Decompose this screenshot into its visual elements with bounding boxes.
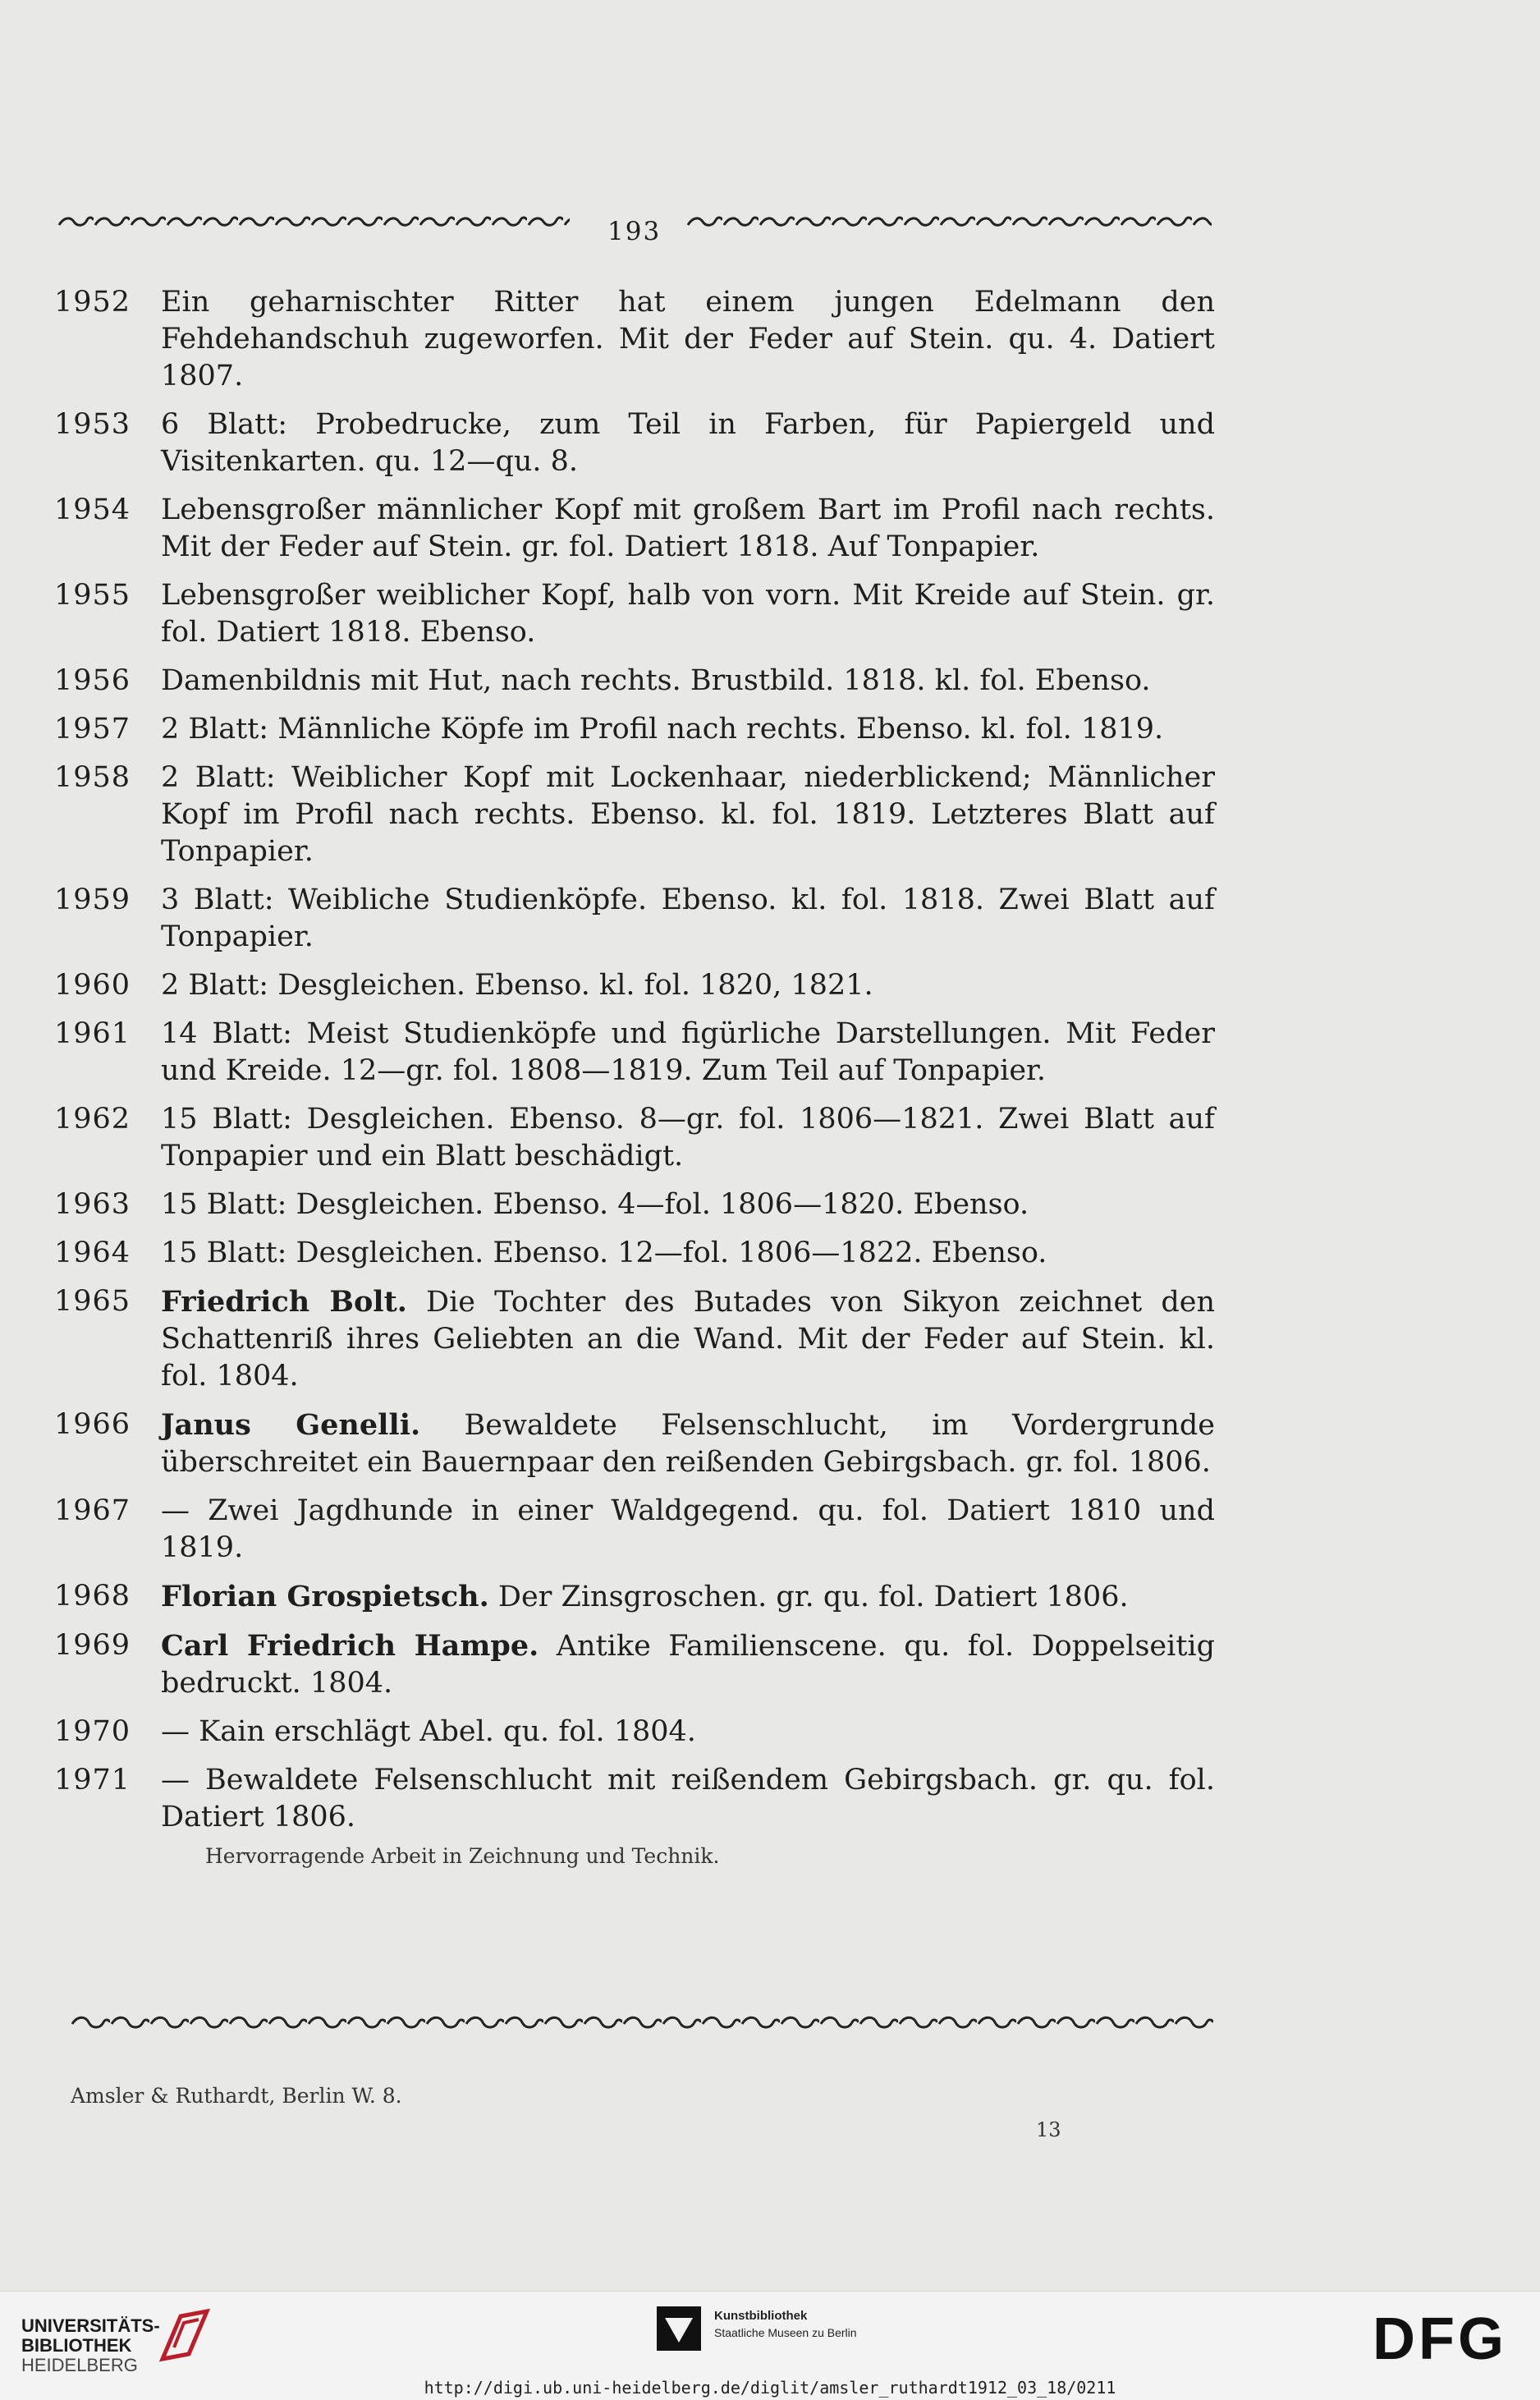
entry-number: 1960 <box>54 969 131 1002</box>
entry-number: 1952 <box>54 286 131 319</box>
entry-number: 1965 <box>54 1285 131 1318</box>
entry-description <box>161 1578 1215 1616</box>
entry-text: Bewaldete Felsenschlucht, im Vordergrunde überschreitet ein Bauernpaar den reißenden Gebirgsbach. gr. fol. 1806. <box>161 1409 1215 1479</box>
entry-number: 1955 <box>54 579 131 612</box>
entry-number: 1953 <box>54 408 131 441</box>
dfg-logo[interactable]: DFG <box>1373 2306 1507 2372</box>
entry-text: Antike Familienscene. qu. fol. Doppelseitig bedruckt. 1804. <box>161 1630 1215 1700</box>
catalog-entry <box>49 406 1215 480</box>
entry-text: 15 Blatt: Desgleichen. Ebenso. 12—fol. 1806—1822. Ebenso. <box>161 1237 1047 1269</box>
uni-logo-line2: BIBLIOTHEK <box>21 2335 132 2356</box>
catalog-entry <box>49 1627 1215 1702</box>
entry-text: 3 Blatt: Weibliche Studienköpfe. Ebenso. kl. fol. 1818. Zwei Blatt auf Tonpapier. <box>161 883 1215 953</box>
entry-description <box>161 882 1215 956</box>
kunstbibliothek-title: Kunstbibliothek <box>714 2309 808 2323</box>
uni-logo-line3: HEIDELBERG <box>21 2355 138 2375</box>
entry-number: 1962 <box>54 1103 131 1136</box>
entry-text: Damenbildnis mit Hut, nach rechts. Brustbild. 1818. kl. fol. Ebenso. <box>161 664 1151 697</box>
entry-number: 1963 <box>54 1188 131 1221</box>
entry-text: 6 Blatt: Probedrucke, zum Teil in Farben, für Papiergeld und Visitenkarten. qu. 12—qu. 8. <box>161 408 1215 478</box>
entry-text: Ein geharnischter Ritter hat einem jungen Edelmann den Fehdehandschuh zugeworfen. Mit der Feder auf Stein. qu. 4. Datiert 1807. <box>161 286 1215 392</box>
catalog-list <box>49 284 1215 1870</box>
entry-number: 1968 <box>54 1580 131 1613</box>
entry-description <box>161 1627 1215 1702</box>
header-ornament-right <box>686 215 1212 228</box>
entry-text: Lebensgroßer weiblicher Kopf, halb von vorn. Mit Kreide auf Stein. gr. fol. Datiert 1818. Ebenso. <box>161 579 1215 649</box>
entry-description <box>161 663 1215 700</box>
catalog-entry <box>49 663 1215 700</box>
entry-number: 1971 <box>54 1764 131 1797</box>
header-ornament-left <box>57 215 570 228</box>
entry-number: 1964 <box>54 1237 131 1269</box>
catalog-entry <box>49 284 1215 395</box>
entry-description <box>161 711 1215 748</box>
catalog-entry <box>49 1578 1215 1616</box>
university-seal-icon <box>156 2308 213 2366</box>
artist-name: Carl Friedrich Hampe. <box>161 1629 539 1663</box>
entry-description <box>161 492 1215 566</box>
uni-logo-line1: UNIVERSITÄTS- <box>21 2315 160 2336</box>
entry-number: 1967 <box>54 1494 131 1527</box>
entry-text: Lebensgroßer männlicher Kopf mit großem Bart im Profil nach rechts. Mit der Feder auf Stein. gr. fol. Datiert 1818. Auf Tonpapier. <box>161 493 1215 563</box>
permalink-url[interactable]: http://digi.ub.uni-heidelberg.de/diglit/amsler_ruthardt1912_03_18/0211 <box>0 2375 1540 2400</box>
ornament-band <box>71 2016 1213 2029</box>
entry-number: 1954 <box>54 493 131 526</box>
university-library-logo[interactable] <box>21 2316 160 2375</box>
signature-mark: 13 <box>1036 2118 1061 2141</box>
entry-description <box>161 967 1215 1004</box>
footnote: Hervorragende Arbeit in Zeichnung und Technik. <box>205 1844 720 1868</box>
catalog-entry <box>49 711 1215 748</box>
entry-description <box>161 1235 1215 1272</box>
entry-text: Der Zinsgroschen. gr. qu. fol. Datiert 1806. <box>497 1581 1129 1613</box>
entry-text: 2 Blatt: Weiblicher Kopf mit Lockenhaar, niederblickend; Männlicher Kopf im Profil nach rechts. Ebenso. kl. fol. 1819. Letzteres Blatt auf Tonpapier. <box>161 761 1215 868</box>
entry-text: 14 Blatt: Meist Studienköpfe und figürliche Darstellungen. Mit Feder und Kreide. 12—gr. fol. 1808—1819. Zum Teil auf Tonpapier. <box>161 1017 1215 1087</box>
ornament-band <box>57 215 570 228</box>
publisher-imprint: Amsler & Ruthardt, Berlin W. 8. <box>71 2084 402 2108</box>
footer-ornament <box>71 2016 1213 2029</box>
entry-text: Die Tochter des Butades von Sikyon zeichnet den Schattenriß ihres Geliebten an die Wand. Mit der Feder auf Stein. kl. fol. 1804. <box>161 1286 1215 1393</box>
entry-text: — Zwei Jagdhunde in einer Waldgegend. qu. fol. Datiert 1810 und 1819. <box>161 1494 1215 1564</box>
entry-description <box>161 1407 1215 1481</box>
catalog-entry <box>49 967 1215 1004</box>
entry-text: 15 Blatt: Desgleichen. Ebenso. 8—gr. fol. 1806—1821. Zwei Blatt auf Tonpapier und ein Blatt beschädigt. <box>161 1103 1215 1172</box>
catalog-entry <box>49 1714 1215 1751</box>
kunstbibliothek-label[interactable] <box>714 2308 857 2341</box>
ornament-band <box>686 215 1212 228</box>
catalog-entry <box>49 492 1215 566</box>
entry-description <box>161 1762 1215 1836</box>
entry-number: 1958 <box>54 761 131 794</box>
kunstbibliothek-logo-icon <box>657 2306 701 2351</box>
catalog-entry <box>49 1283 1215 1395</box>
catalog-entry <box>49 882 1215 956</box>
entry-description <box>161 1714 1215 1751</box>
catalog-entry <box>49 1186 1215 1223</box>
entry-text: — Kain erschlägt Abel. qu. fol. 1804. <box>161 1715 696 1748</box>
entry-description <box>161 284 1215 395</box>
entry-number: 1970 <box>54 1715 131 1748</box>
entry-number: 1961 <box>54 1017 131 1050</box>
entry-description <box>161 1101 1215 1175</box>
catalog-entry <box>49 1762 1215 1836</box>
artist-name: Janus Genelli. <box>161 1408 421 1442</box>
entry-number: 1969 <box>54 1629 131 1662</box>
entry-description <box>161 759 1215 870</box>
library-banner <box>0 2291 1540 2376</box>
catalog-entry <box>49 759 1215 870</box>
kunstbibliothek-subtitle: Staatliche Museen zu Berlin <box>714 2326 857 2339</box>
entry-description <box>161 1283 1215 1395</box>
entry-number: 1966 <box>54 1408 131 1441</box>
catalog-entry <box>49 1016 1215 1090</box>
entry-description <box>161 577 1215 651</box>
artist-name: Friedrich Bolt. <box>161 1285 407 1319</box>
entry-description <box>161 1186 1215 1223</box>
catalog-entry <box>49 1493 1215 1567</box>
artist-name: Florian Grospietsch. <box>161 1580 489 1613</box>
entry-description <box>161 1016 1215 1090</box>
entry-description <box>161 1493 1215 1567</box>
entry-text: 2 Blatt: Männliche Köpfe im Profil nach rechts. Ebenso. kl. fol. 1819. <box>161 713 1164 746</box>
entry-description <box>161 406 1215 480</box>
catalog-entry <box>49 1407 1215 1481</box>
entry-text: — Bewaldete Felsenschlucht mit reißendem Gebirgsbach. gr. qu. fol. Datiert 1806. <box>161 1764 1215 1833</box>
entry-number: 1957 <box>54 713 131 746</box>
entry-number: 1959 <box>54 883 131 916</box>
catalog-entry <box>49 1101 1215 1175</box>
entry-text: 15 Blatt: Desgleichen. Ebenso. 4—fol. 1806—1820. Ebenso. <box>161 1188 1029 1221</box>
entry-number: 1956 <box>54 664 131 697</box>
page-number: 193 <box>607 217 662 246</box>
catalog-entry <box>49 577 1215 651</box>
catalog-entry <box>49 1235 1215 1272</box>
entry-text: 2 Blatt: Desgleichen. Ebenso. kl. fol. 1820, 1821. <box>161 969 873 1002</box>
